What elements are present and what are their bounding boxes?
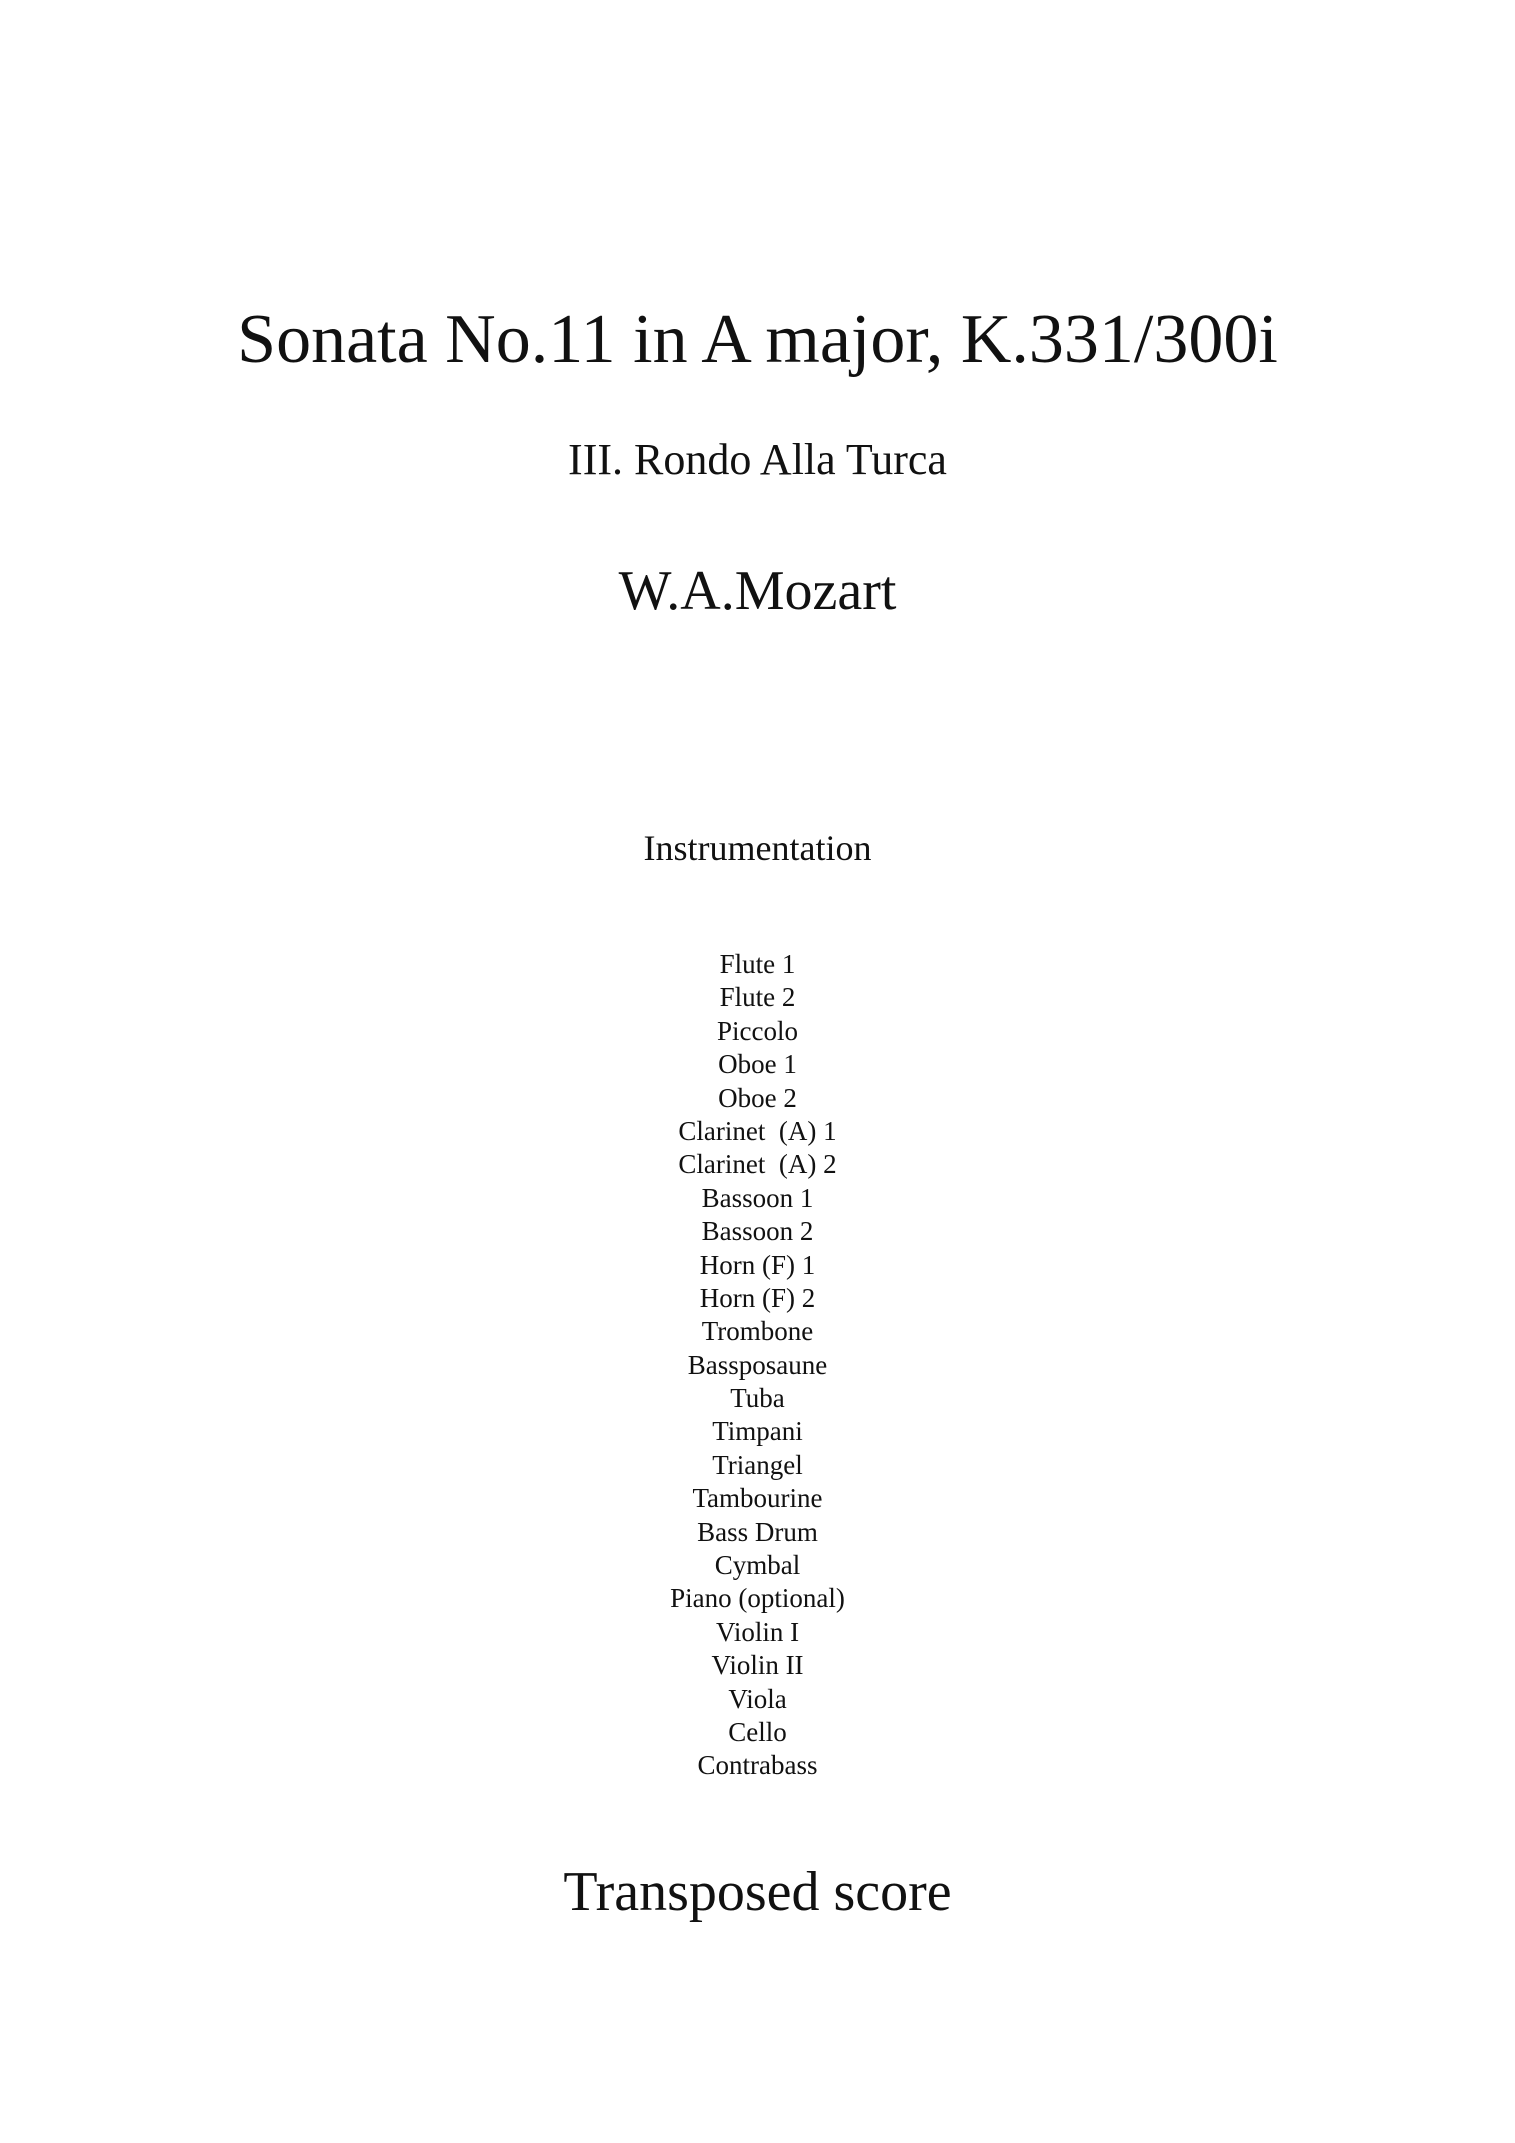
instrument-item: Horn (F) 1 [699, 1249, 816, 1280]
instrument-item: Piano (optional) [670, 1583, 845, 1614]
instrument-item: Trombone [701, 1316, 814, 1347]
instrument-item: Bassposaune [687, 1349, 828, 1380]
instrument-item: Horn (F) 2 [699, 1282, 816, 1313]
instrument-item: Bassoon 2 [701, 1216, 814, 1247]
instrument-item: Flute 1 [719, 949, 796, 979]
instrument-item: Bass Drum [697, 1516, 818, 1547]
instrument-item: Clarinet (A) 2 [678, 1149, 837, 1180]
instrument-item: Oboe 2 [718, 1082, 797, 1113]
instrument-item: Violin II [711, 1650, 804, 1681]
page-title: Sonata No.11 in A major, K.331/300i [237, 301, 1278, 378]
movement-title: III. Rondo Alla Turca [568, 435, 947, 484]
instrument-item: Cymbal [714, 1550, 801, 1581]
instrumentation-heading: Instrumentation [643, 828, 872, 868]
instrument-item: Contrabass [697, 1750, 818, 1781]
instrument-item: Tuba [730, 1383, 785, 1414]
instrument-item: Flute 2 [719, 982, 796, 1013]
instrument-item: Timpani [712, 1416, 803, 1447]
instrument-item: Bassoon 1 [701, 1182, 814, 1213]
instrument-item: Cello [728, 1716, 787, 1747]
instrument-item: Clarinet (A) 1 [678, 1115, 837, 1146]
instrument-item: Viola [728, 1683, 787, 1714]
instrument-list [0, 948, 1515, 1783]
composer-name: W.A.Mozart [618, 560, 897, 622]
instrument-item: Oboe 1 [718, 1049, 797, 1080]
instrument-item: Tambourine [692, 1483, 823, 1514]
instrument-item: Violin I [715, 1616, 800, 1647]
score-type-label: Transposed score [563, 1861, 952, 1923]
instrument-item: Triangel [712, 1449, 803, 1480]
instrument-item: Piccolo [717, 1015, 798, 1046]
